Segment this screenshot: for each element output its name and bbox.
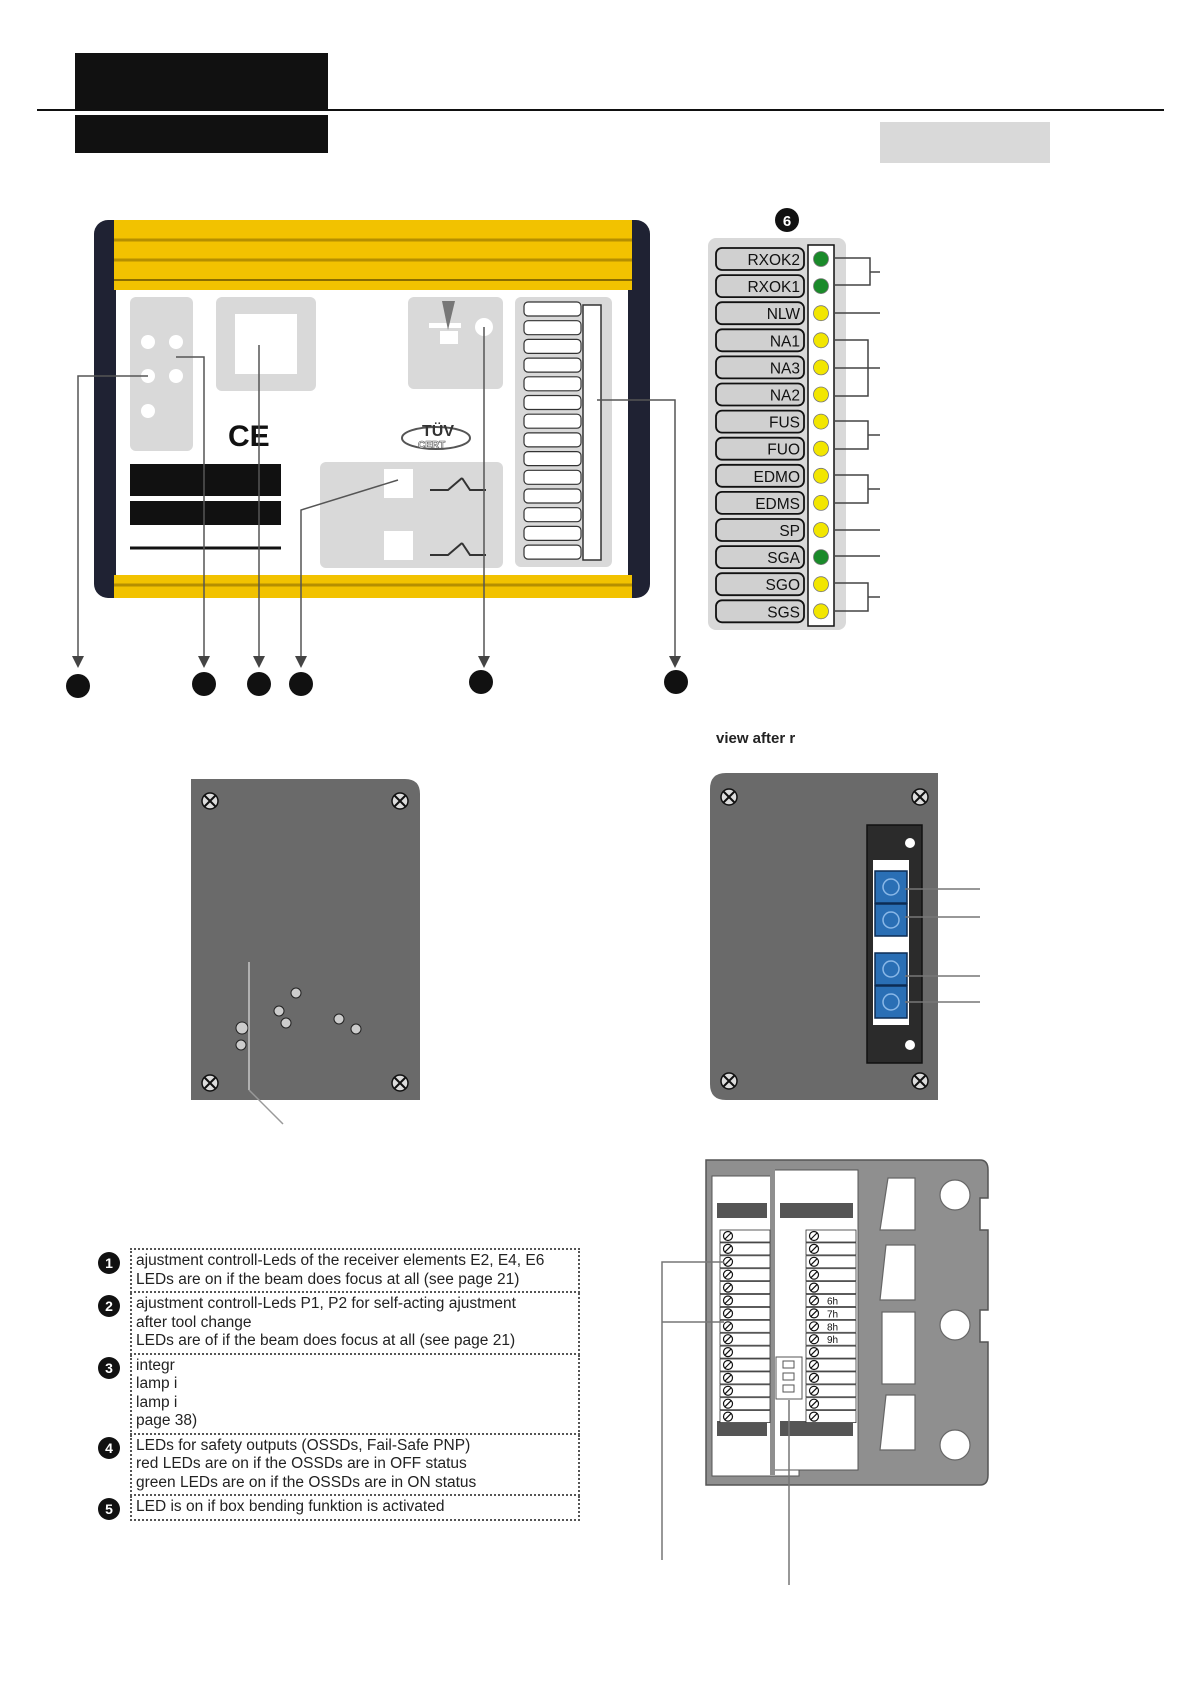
led-indicator xyxy=(814,333,829,348)
front-callout-dots xyxy=(66,670,688,698)
front-led-bar-slot xyxy=(524,489,581,503)
legend-text-line: integr xyxy=(136,1356,175,1374)
header-block-top xyxy=(75,53,328,109)
led-label: NLW xyxy=(766,306,800,324)
front-led-bar-slot xyxy=(524,358,581,372)
led-label: SGO xyxy=(765,577,800,595)
led-detail-panel xyxy=(708,208,846,630)
front-led-bar-slot xyxy=(524,526,581,540)
led-indicator xyxy=(814,550,829,565)
led-label: SP xyxy=(779,523,800,540)
led-label: SGS xyxy=(767,604,800,622)
front-leader-arrowheads xyxy=(72,656,681,668)
led-indicator xyxy=(814,604,829,619)
front-led-bar-slot xyxy=(524,339,581,353)
terminal-label: 8h xyxy=(827,1322,839,1334)
tuv-mark-text: TÜV xyxy=(422,423,454,440)
led-panel-number: 6 xyxy=(782,213,792,230)
led-indicator xyxy=(814,468,829,483)
front-led-bar-slot xyxy=(524,414,581,428)
legend-item-4 xyxy=(105,1435,580,1497)
legend-number-badge: 3 xyxy=(98,1357,120,1379)
led-label: EDMO xyxy=(753,468,800,486)
terminal-board xyxy=(662,1160,988,1585)
legend-item-5 xyxy=(105,1496,580,1521)
header-block-bottom xyxy=(75,115,328,153)
front-display-screen xyxy=(235,314,297,374)
led-label: NA3 xyxy=(769,360,800,378)
front-led-bar-slot xyxy=(524,452,581,466)
rear-cover-left xyxy=(191,779,420,1124)
front-ossd-panel xyxy=(320,462,503,568)
front-led-bar-slot xyxy=(524,302,581,316)
led-label: FUO xyxy=(767,441,800,459)
legend-text-line: lamp i xyxy=(136,1375,178,1392)
tuv-mark-subtext: CERT xyxy=(418,440,446,451)
front-led-bar-slot xyxy=(524,396,581,410)
legend-item-2 xyxy=(105,1293,580,1355)
legend-text-line: LEDs for safety outputs (OSSDs, Fail-Safe PNP) xyxy=(136,1436,471,1454)
legend-text-line: after tool change xyxy=(136,1313,252,1331)
led-label: NA2 xyxy=(769,387,800,405)
led-indicator xyxy=(814,414,829,429)
legend-text-line: LEDs are of if the beam does focus at all (see page 21) xyxy=(136,1332,516,1349)
led-label: FUS xyxy=(769,414,800,432)
led-indicator xyxy=(814,360,829,375)
led-indicator xyxy=(814,523,829,538)
rear-cover-right xyxy=(710,773,980,1100)
led-indicator xyxy=(814,306,829,321)
legend-number-badge: 5 xyxy=(98,1498,120,1520)
legend-text-line: LED is on if box bending funktion is activated xyxy=(136,1498,445,1515)
front-led-bar-slot xyxy=(524,433,581,447)
front-led-bar-slot xyxy=(524,377,581,391)
terminal-label: 7h xyxy=(827,1309,839,1321)
front-led-bar-slot xyxy=(524,508,581,522)
led-indicator xyxy=(814,387,829,402)
front-led-group-1 xyxy=(130,297,193,451)
legend-text-line: page 38) xyxy=(136,1412,198,1429)
led-indicator xyxy=(814,441,829,456)
legend xyxy=(100,1248,580,1521)
legend-text-line: red LEDs are on if the OSSDs are in OFF status xyxy=(136,1455,467,1472)
legend-text-line: ajustment controll-Leds P1, P2 for self-acting ajustment xyxy=(136,1295,516,1312)
legend-number-badge: 2 xyxy=(98,1295,120,1317)
led-indicator xyxy=(814,279,829,294)
legend-text-line: lamp i xyxy=(136,1393,178,1411)
legend-text-line: ajustment controll-Leds of the receiver elements E2, E4, E6 xyxy=(136,1252,545,1269)
terminal-label: 6h xyxy=(827,1296,839,1308)
led-label: RXOK2 xyxy=(747,252,800,269)
legend-item-3 xyxy=(105,1355,580,1435)
front-led-bar-panel xyxy=(515,297,612,567)
led-indicator xyxy=(814,252,829,267)
legend-item-1 xyxy=(105,1248,580,1293)
led-indicator xyxy=(814,577,829,592)
front-led-bar-slot xyxy=(524,545,581,559)
led-label: EDMS xyxy=(755,495,800,513)
rear-view-caption: view after r xyxy=(716,730,796,747)
header-gray-tab xyxy=(880,122,1050,163)
front-led-bar-slot xyxy=(524,321,581,335)
ce-mark: CE xyxy=(228,420,270,453)
led-indicator xyxy=(814,495,829,510)
legend-number-badge: 1 xyxy=(98,1252,120,1274)
legend-text-line: LEDs are on if the beam does focus at all (see page 21) xyxy=(136,1270,520,1288)
legend-text-line: green LEDs are on if the OSSDs are in ON status xyxy=(136,1473,477,1491)
front-key-switch-panel xyxy=(408,297,503,389)
terminal-label: 9h xyxy=(827,1335,839,1347)
led-label: SGA xyxy=(767,550,800,568)
led-label: NA1 xyxy=(769,333,800,351)
led-label: RXOK1 xyxy=(747,279,800,297)
legend-number-badge: 4 xyxy=(98,1437,120,1459)
front-led-bar-slot xyxy=(524,470,581,484)
